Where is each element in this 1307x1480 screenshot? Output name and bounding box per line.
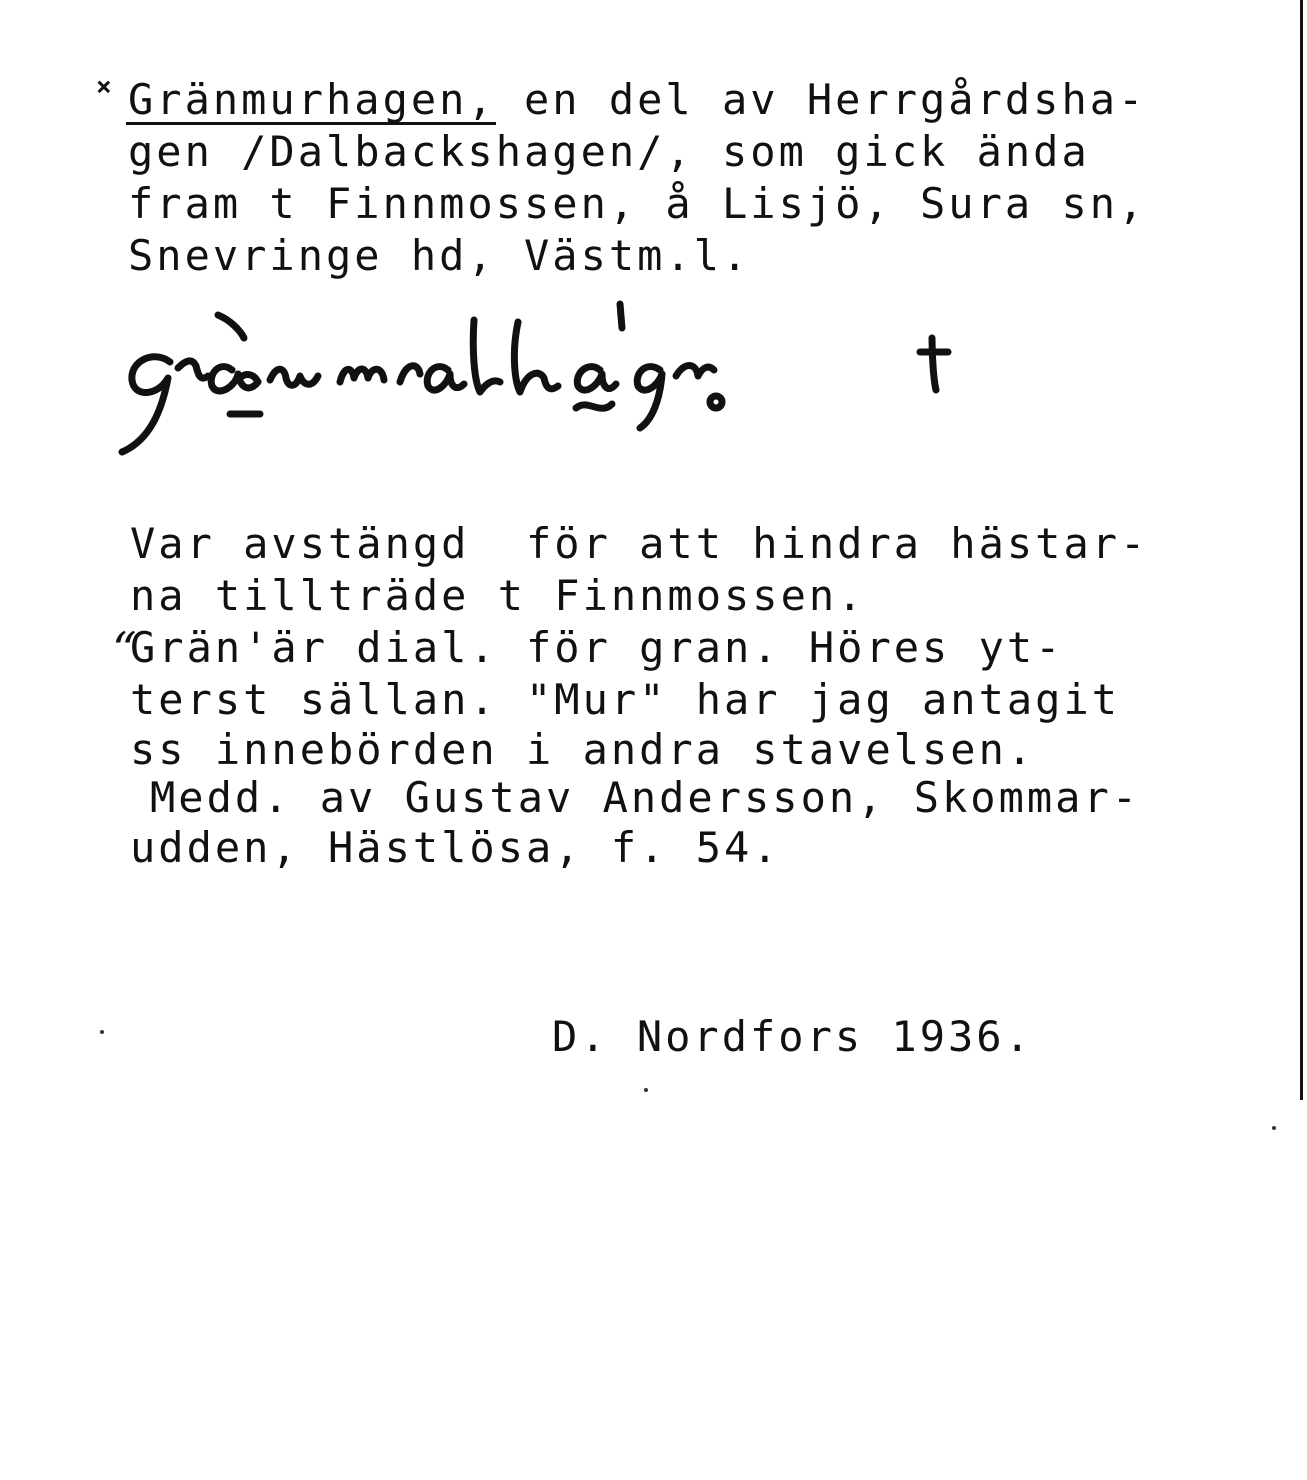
cross-mark-icon: × [96, 72, 112, 102]
body-line: ss innebörden i andra stavelsen. [130, 725, 1036, 774]
body-line: terst sällan. "Mur" har jag antagit [130, 675, 1121, 724]
header-line: gen /Dalbackshagen/, som gick ända [128, 127, 1090, 176]
speck [100, 1030, 104, 1034]
speck [644, 1088, 648, 1092]
body-line: Medd. av Gustav Andersson, Skommar- [150, 773, 1141, 822]
signature: D. Nordfors 1936. [552, 1012, 1033, 1061]
header-line: Gränmurhagen, en del av Herrgårdsha- [128, 75, 1147, 124]
header-line: fram t Finnmossen, å Lisjö, Sura sn, [128, 179, 1147, 228]
body-line: Grän'är dial. för gran. Höres yt- [130, 623, 1064, 672]
body-line: na tillträde t Finnmossen. [130, 571, 866, 620]
quote-mark-icon: “ [112, 622, 137, 678]
handwritten-pronunciation [100, 290, 980, 470]
body-line: Var avstängd för att hindra hästar- [130, 519, 1149, 568]
speck [1272, 1126, 1276, 1130]
header-line: Snevringe hd, Västm.l. [128, 231, 751, 280]
body-line: udden, Hästlösa, f. 54. [130, 823, 781, 872]
card-edge-line [1300, 0, 1303, 1100]
